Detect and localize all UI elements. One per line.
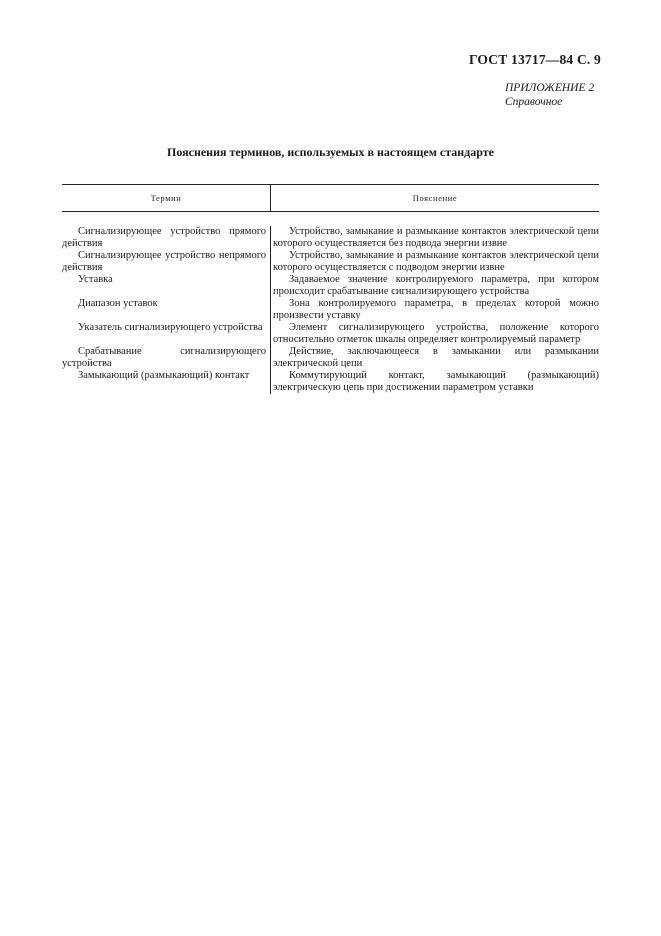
explanation-text: Действие, заключающееся в замыкании или размыкании электрической цепи	[273, 346, 599, 369]
table-row	[62, 346, 599, 370]
explanation-cell	[270, 298, 599, 322]
appendix-label	[505, 81, 594, 109]
explanation-text: Коммутирующий контакт, замыкающий (размыкающий) электрическую цепь при достижении параметром уставки	[273, 370, 599, 393]
term-text: Уставка	[78, 274, 113, 285]
term-text: Сигнализирующее устройство прямого действия	[62, 226, 266, 249]
term-text: Сигнализирующее устройство непрямого действия	[62, 250, 266, 273]
table-row	[62, 274, 599, 298]
term-text: Замыкающий (размыкающий) контакт	[78, 370, 250, 381]
term-cell	[62, 298, 270, 322]
table-header	[62, 185, 599, 212]
explanation-text: Устройство, замыкание и размыкание контактов электрической цепи которого осуществляется без подвода энергии извне	[273, 226, 599, 249]
table-body	[62, 212, 599, 394]
table-row	[62, 322, 599, 346]
table-row	[62, 370, 599, 394]
table-row	[62, 250, 599, 274]
term-cell	[62, 346, 270, 370]
appendix-type: Справочное	[505, 96, 563, 108]
explanation-cell	[270, 226, 599, 250]
term-cell	[62, 226, 270, 250]
term-cell	[62, 322, 270, 346]
explanation-cell	[270, 346, 599, 370]
table-row	[62, 226, 599, 250]
explanation-text: Зона контролируемого параметра, в пределах которой можно произвести уставку	[273, 298, 599, 321]
terms-table	[62, 184, 599, 394]
term-text: Диапазон уставок	[78, 298, 158, 309]
explanation-cell	[270, 370, 599, 394]
document-title: Пояснения терминов, используемых в настоящем стандарте	[167, 145, 494, 159]
term-cell	[62, 370, 270, 394]
term-text: Указатель сигнализирующего устройства	[78, 322, 263, 333]
page-header-standard-ref: ГОСТ 13717—84 С. 9	[468, 52, 601, 67]
explanation-cell	[270, 250, 599, 274]
explanation-text: Задаваемое значение контролируемого параметра, при котором происходит срабатывание сигнализирующего устройства	[273, 274, 599, 297]
explanation-cell	[270, 274, 599, 298]
table-row	[62, 298, 599, 322]
explanation-text: Устройство, замыкание и размыкание контактов электрической цепи которого осуществляется с подводом энергии извне	[273, 250, 599, 273]
term-text: Срабатывание сигнализирующего устройства	[62, 346, 266, 369]
column-header-explanation: Пояснение	[270, 185, 599, 211]
column-header-term: Термин	[150, 193, 182, 203]
explanation-text: Элемент сигнализирующего устройства, положение которого относительно отметок шкалы определяет контролируемый параметр	[273, 322, 599, 345]
appendix-title: ПРИЛОЖЕНИЕ 2	[505, 82, 595, 94]
term-cell	[62, 250, 270, 274]
term-cell	[62, 274, 270, 298]
explanation-cell	[270, 322, 599, 346]
